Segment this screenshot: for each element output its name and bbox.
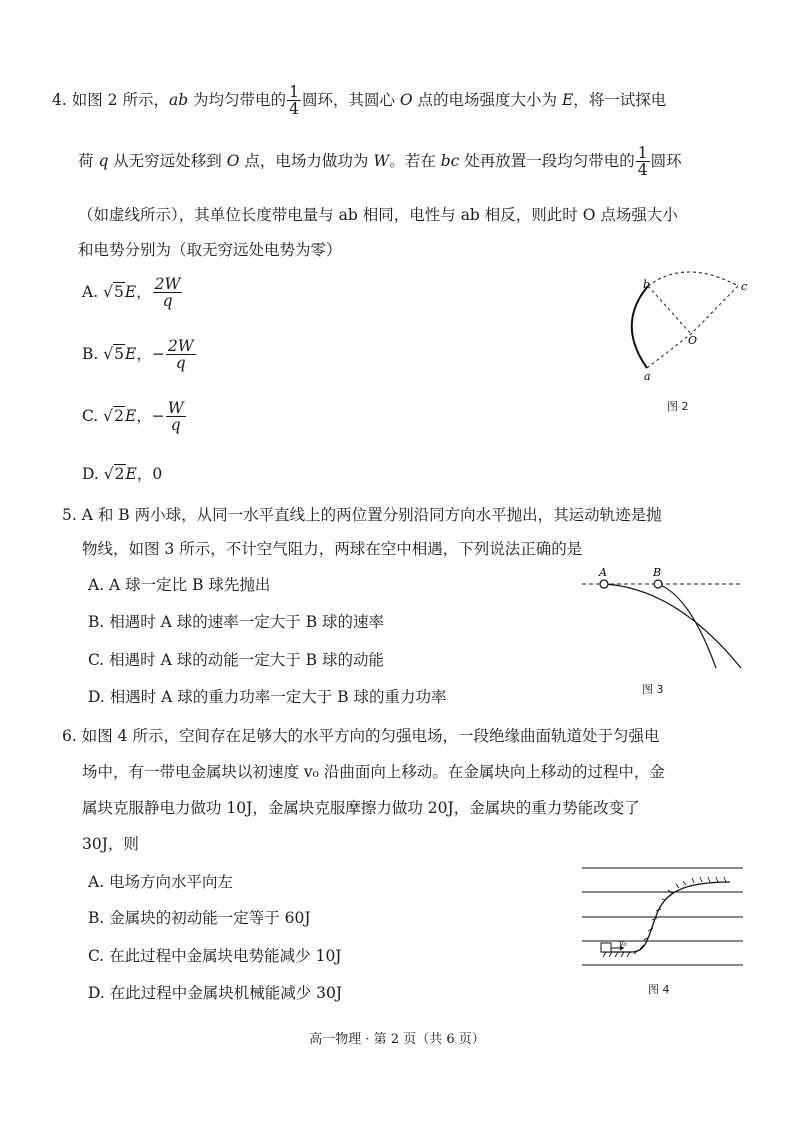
option-E: E [124,282,137,301]
radicand: 2 [114,406,124,425]
option-E: E [124,406,137,425]
q5-option-a: A. A 球一定比 B 球先抛出 [88,576,271,594]
q6-option-d: D. 在此过程中金属块机械能减少 30J [88,984,343,1002]
q4-text: 圆环，其圆心 [301,90,400,109]
fraction-denominator: q [170,416,181,435]
option-tail: ，0 [136,465,163,483]
q5-number: 5. [62,506,77,524]
fraction-numerator: 2W [167,337,194,355]
label-v0: v₀ [619,939,627,948]
q5-text: A 和 B 两小球，从同一水平直线上的两位置分别沿同方向水平抛出，其运动轨迹是抛 [81,506,662,524]
fraction-denominator: 4 [289,100,299,119]
option-sign: − [151,406,165,425]
fraction-numerator: 1 [289,83,299,101]
figure-3-caption: 图 3 [642,683,664,696]
q6-number: 6. [62,727,77,745]
q4-line1 [52,84,666,118]
radicand: 2 [114,465,125,483]
sqrt-symbol: √2 [103,406,124,425]
q4-option-b [82,338,197,372]
option-fraction [166,338,196,372]
q6-line4: 30J，则 [82,835,139,853]
sqrt-symbol: √5 [103,344,125,363]
quarter-fraction [287,84,301,118]
q4-line4: 和电势分别为（取无穷远处电势为零） [78,241,342,259]
fraction-numerator: 1 [637,144,648,162]
solid-arc-ab [632,286,648,368]
q6-option-a: A. 电场方向水平向左 [88,873,234,891]
q6-line1 [62,724,659,746]
fraction-denominator: q [175,354,186,373]
option-sign: − [151,344,165,363]
q5-option-b: B. 相遇时 A 球的速率一定大于 B 球的速率 [88,613,385,631]
radicand: 5 [113,282,124,301]
option-sep: ， [136,406,152,425]
label-b: b [643,278,651,291]
figure-3 [580,566,745,676]
dashed-radius-bO [648,286,691,334]
quarter-fraction [636,145,650,179]
metal-block [601,943,611,952]
q4-O: O [399,90,413,109]
label-c: c [741,280,748,293]
q5-option-d: D. 相遇时 A 球的重力功率一定大于 B 球的重力功率 [88,688,447,706]
q5-option-c: C. 相遇时 A 球的动能一定大于 B 球的动能 [88,651,384,669]
fraction-denominator: q [162,292,173,311]
q4-option-a [82,276,183,310]
q4-text: 荷 [78,151,99,170]
option-fraction [166,400,186,434]
label-O: O [688,334,698,347]
q4-bc: bc [440,151,460,170]
figure-2 [618,266,758,416]
trajectory-a [604,584,741,668]
q4-W: W [373,151,390,170]
q4-text: 处再放置一段均匀带电的 [459,151,635,170]
q4-text: 点，电场力做功为 [239,151,374,170]
figure-4-caption: 图 4 [648,983,670,996]
q6-line2: 场中，有一带电金属块以初速度 v₀ 沿曲面向上移动。在金属块向上移动的过程中，金 [82,763,665,781]
ball-b [654,580,662,588]
figure-4 [580,860,745,972]
q4-text: ，将一试探电 [573,90,667,109]
page-footer: 高一物理 · 第 2 页（共 6 页） [309,1032,485,1047]
q4-text: 为均匀带电的 [188,90,287,109]
dashed-radius-aO [647,334,691,368]
option-letter: A. [82,282,99,301]
label-A: A [599,566,607,579]
fraction-numerator: 2W [154,275,181,293]
option-fraction [153,276,183,310]
radicand: 5 [114,344,125,363]
q4-text: 从无穷远处移到 [108,151,227,170]
option-letter: B. [82,344,99,363]
q5-line1 [62,503,662,525]
q6-line3: 属块克服静电力做功 10J，金属块克服摩擦力做功 20J，金属块的重力势能改变了 [82,799,640,817]
q4-q: q [98,151,109,170]
q4-number: 4. [52,90,67,109]
fraction-denominator: 4 [637,161,648,180]
q4-line3: （如虚线所示），其单位长度带电量与 ab 相同，电性与 ab 相反，则此时 O 点场强大小 [78,206,678,224]
q6-text: 如图 4 所示，空间存在足够大的水平方向的匀强电场，一段绝缘曲面轨道处于匀强电 [81,727,660,745]
option-E: E [125,465,137,483]
option-letter: C. [82,406,99,425]
figure-2-caption: 图 2 [667,400,689,413]
q4-line2 [78,145,682,179]
q6-option-b: B. 金属块的初动能一定等于 60J [88,909,311,927]
fraction-numerator: W [167,399,184,417]
label-a: a [644,370,651,383]
q4-text: 圆环 [650,151,682,170]
sqrt-symbol: √2 [103,465,125,483]
option-E: E [125,344,137,363]
trajectory-b [658,584,716,668]
q4-option-c [82,400,187,434]
q4-text: 点的电场强度大小为 [412,90,562,109]
q4-O: O [226,151,240,170]
dashed-radius-cO [691,286,738,334]
q6-option-c: C. 在此过程中金属块电势能减少 10J [88,947,342,965]
q4-E: E [561,90,574,109]
option-letter: D. [82,465,99,483]
q4-text: 。若在 [389,151,441,170]
label-B: B [653,566,662,579]
option-sep: ， [136,282,152,301]
q4-option-d [82,462,162,484]
ball-a [600,580,608,588]
q4-text: 如图 2 所示， [71,90,169,109]
dashed-arc-bc [648,272,738,286]
q5-line2: 物线，如图 3 所示，不计空气阻力，两球在空中相遇，下列说法正确的是 [82,540,583,558]
q4-ab: ab [168,90,189,109]
sqrt-symbol: √5 [103,282,124,301]
option-sep: ， [136,344,152,363]
